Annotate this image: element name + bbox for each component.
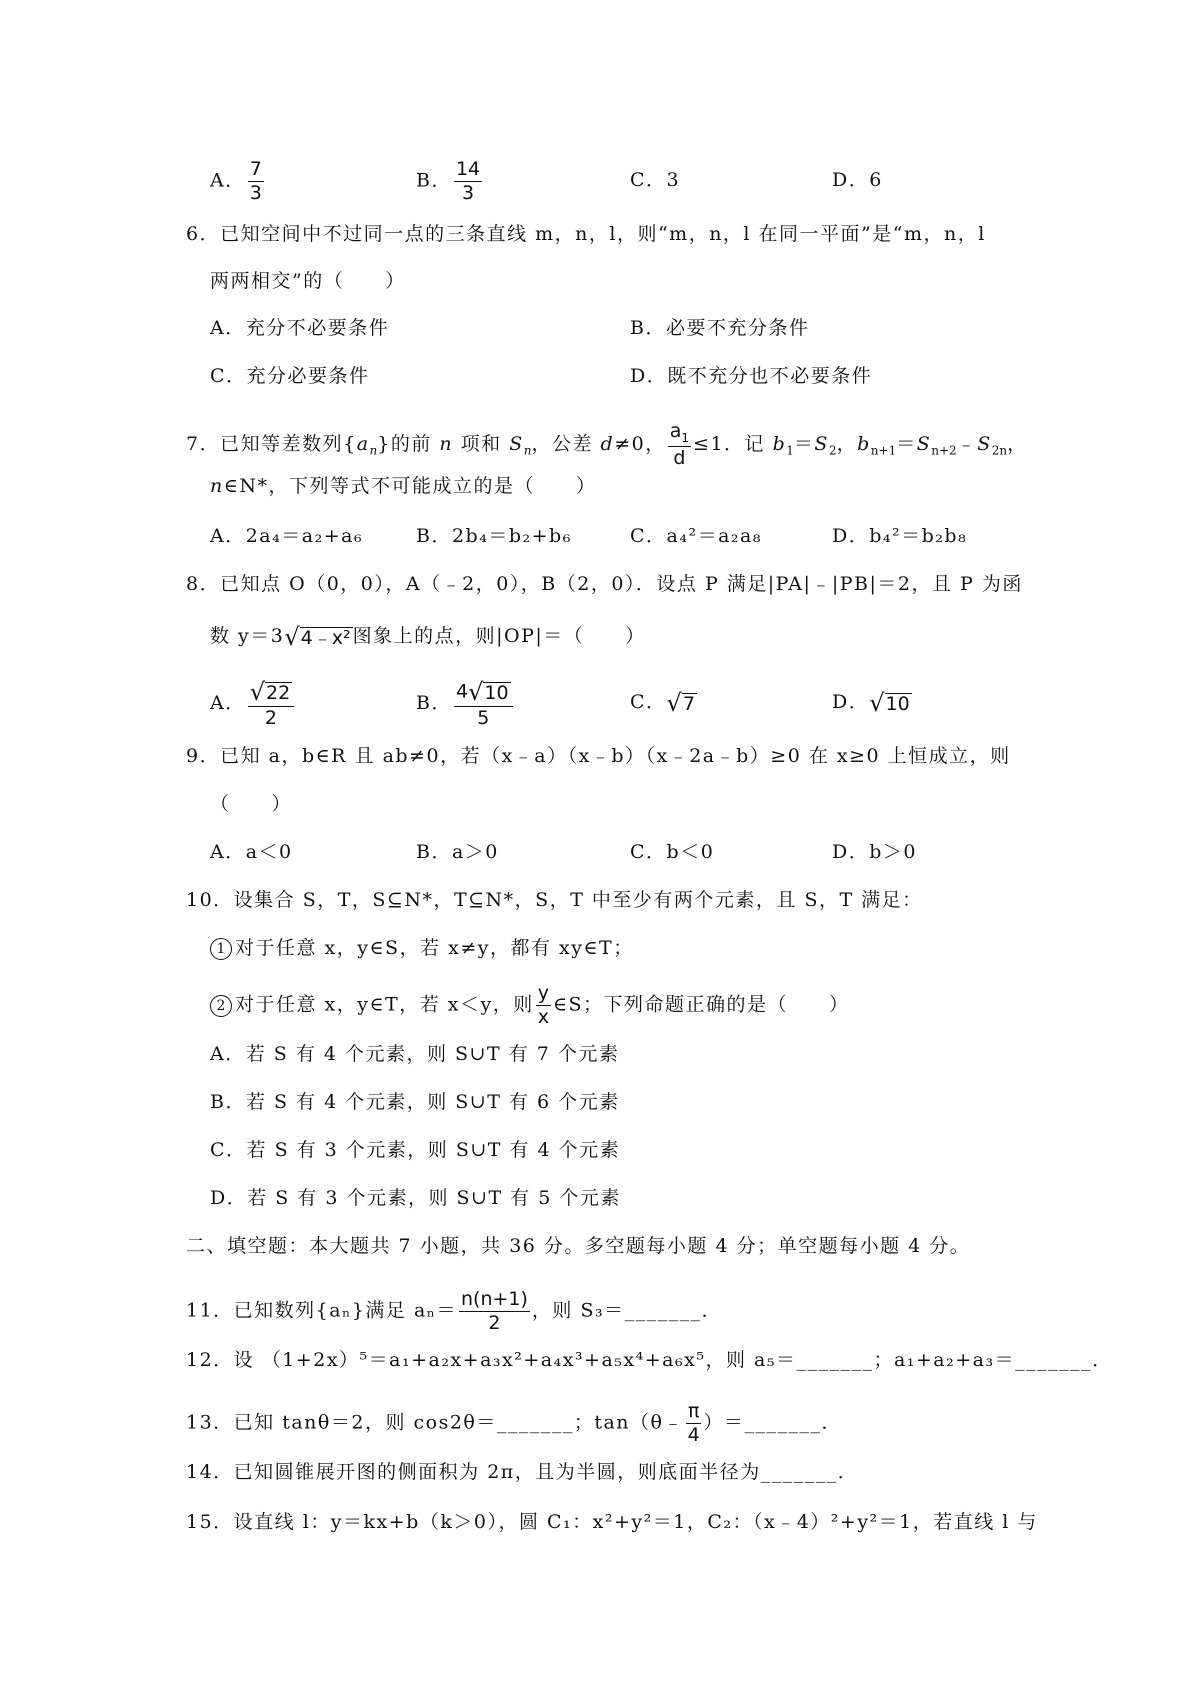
q7-option-d: D．b₄²＝b₂b₈: [832, 525, 968, 547]
q5-option-b: B． $\frac{14}{3}$: [416, 158, 481, 204]
q5-a-fraction: $\frac{7}{3}$: [249, 158, 262, 204]
q9-option-c: C．b＜0: [630, 841, 715, 863]
q13-stem: 13．已知 tanθ＝2，则 cos2θ＝_______；tan（θ﹣ $\frac{\pi}{4}$ ）＝_______．: [186, 1400, 842, 1446]
q14-stem: 14．已知圆锥展开图的侧面积为 2π，且为半圆，则底面半径为_______．: [186, 1461, 859, 1483]
q8-b-fraction: 4 √ 10 5: [454, 680, 513, 728]
q10-option-b: B．若 S 有 4 个元素，则 S∪T 有 6 个元素: [210, 1091, 620, 1113]
q7-stem-line2: n∈N*，下列等式不可能成立的是（ ）: [210, 475, 597, 497]
q5-option-c: C．3: [630, 169, 681, 191]
q10-condition-1: 1 对于任意 x，y∈S，若 x≠y，都有 xy∈T；: [210, 934, 634, 962]
q13-pi-over-4-fraction: $\frac{\pi}{4}$: [687, 1400, 700, 1446]
q9-option-a: A．a＜0: [210, 841, 293, 863]
q9-option-d: D．b＞0: [832, 841, 917, 863]
q8-option-b: B． 4 √ 10 5: [416, 680, 515, 728]
q8-sqrt-expression: √ 4﹣x²: [284, 623, 351, 651]
q7-a1-over-d-fraction: $\frac{a_1}{d}$: [669, 420, 690, 469]
q6-stem-line1: 6．已知空间中不过同一点的三条直线 m，n，l，则“m，n，l 在同一平面”是“m，n，l: [186, 223, 986, 245]
q10-y-over-x-fraction: $\frac{y}{x}$: [537, 982, 549, 1028]
circled-number-2: 2: [210, 995, 232, 1017]
q9-stem-line2: （ ）: [210, 793, 293, 815]
q5-option-d: D．6: [832, 169, 883, 191]
q8-option-c: C． √ 7: [630, 689, 695, 717]
q7-stem-line1: 7．已知等差数列$\{a_n\}$的前 n 项和 $S_n$，公差 d≠0， $\frac{a_1}{d}$ ≤1．记 $b_1=S_2$，$b_{n+1}=S_{n+2}﹣S_{2n}$，: [186, 420, 1028, 469]
q9-stem-line1: 9．已知 a，b∈R 且 ab≠0，若（x﹣a）（x﹣b）（x﹣2a﹣b）≥0 在 x≥0 上恒成立，则: [186, 745, 1011, 767]
q11-stem: 11．已知数列{aₙ}满足 aₙ＝ $\frac{n(n+1)}{2}$ ，则 S₃＝_______．: [186, 1288, 723, 1334]
q6-stem-line2: 两两相交”的（ ）: [210, 270, 406, 292]
circled-number-1: 1: [210, 938, 232, 960]
q10-option-a: A．若 S 有 4 个元素，则 S∪T 有 7 个元素: [210, 1043, 620, 1065]
q8-option-d: D． √ 10: [832, 689, 910, 717]
q8-option-a: A． √ 22 2: [210, 680, 296, 728]
q10-option-d: D．若 S 有 3 个元素，则 S∪T 有 5 个元素: [210, 1187, 621, 1209]
q6-option-d: D．既不充分也不必要条件: [630, 365, 873, 387]
q6-option-c: C．充分必要条件: [210, 365, 370, 387]
q6-option-b: B．必要不充分条件: [630, 317, 810, 339]
q9-option-b: B．a＞0: [416, 841, 499, 863]
q8-stem-line1: 8．已知点 O（0，0），A（﹣2，0），B（2，0）．设点 P 满足|PA|﹣|PB|＝2，且 P 为函: [186, 573, 1023, 595]
q10-option-c: C．若 S 有 3 个元素，则 S∪T 有 4 个元素: [210, 1139, 621, 1161]
q7-option-b: B．2b₄＝b₂+b₆: [416, 525, 572, 547]
q7-option-a: A．2a₄＝a₂+a₆: [210, 525, 364, 547]
q15-stem-line1: 15．设直线 l：y＝kx+b（k＞0），圆 C₁：x²+y²＝1，C₂：（x﹣4）²+y²＝1，若直线 l 与: [186, 1511, 1038, 1533]
q10-stem-line1: 10．设集合 S，T，S⊆N*，T⊆N*，S，T 中至少有两个元素，且 S，T 满足：: [186, 889, 923, 911]
q10-condition-2: 2 对于任意 x，y∈T，若 x＜y，则 $\frac{y}{x}$ ∈S；下列命题正确的是（ ）: [210, 984, 850, 1027]
q7-option-c: C．a₄²＝a₂a₈: [630, 525, 762, 547]
q5-b-fraction: $\frac{14}{3}$: [455, 158, 481, 204]
q8-stem-line2: 数 y＝3 √ 4﹣x² 图象上的点，则|OP|＝（ ）: [210, 623, 646, 651]
q8-a-fraction: √ 22 2: [248, 680, 294, 728]
q12-stem: 12．设 （1+2x）⁵＝a₁+a₂x+a₃x²+a₄x³+a₅x⁴+a₆x⁵，则 a₅＝_______；a₁+a₂+a₃＝_______．: [186, 1349, 1113, 1371]
q5-option-a: A． $\frac{7}{3}$: [210, 158, 262, 204]
q6-option-a: A．充分不必要条件: [210, 317, 390, 339]
q11-fraction: $\frac{n(n+1)}{2}$: [461, 1288, 528, 1334]
section-2-heading: 二、填空题：本大题共 7 小题，共 36 分。多空题每小题 4 分；单空题每小题 4 分。: [186, 1235, 971, 1257]
